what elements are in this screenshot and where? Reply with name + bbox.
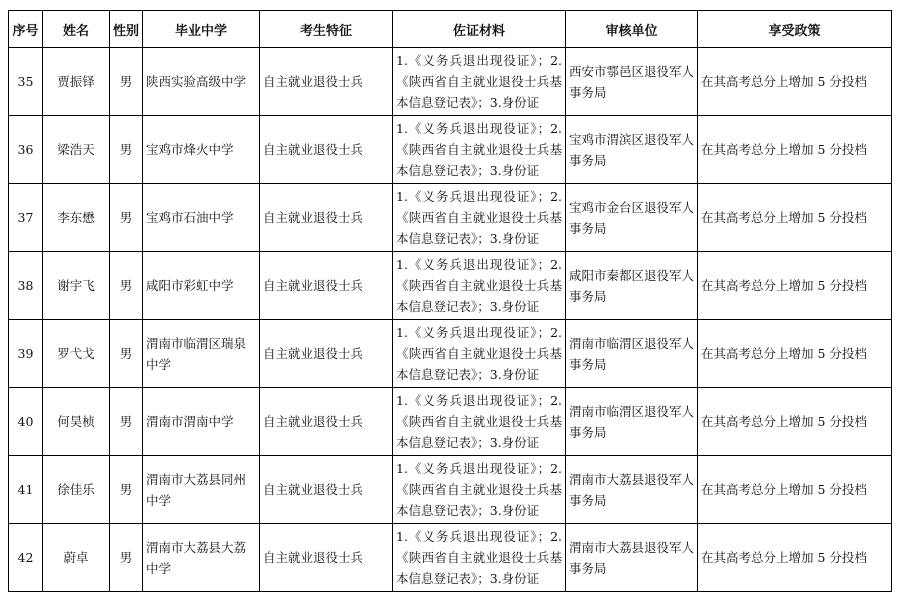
cell-gender: 男 xyxy=(110,48,143,116)
cell-materials: 1.《义务兵退出现役证》；2.《陕西省自主就业退役士兵基本信息登记表》；3.身份证 xyxy=(393,116,566,184)
cell-policy: 在其高考总分上增加 5 分投档 xyxy=(698,320,892,388)
cell-policy: 在其高考总分上增加 5 分投档 xyxy=(698,524,892,592)
table-row xyxy=(9,252,892,320)
cell-materials: 1.《义务兵退出现役证》；2.《陕西省自主就业退役士兵基本信息登记表》；3.身份证 xyxy=(393,184,566,252)
cell-name: 贾振铎 xyxy=(43,48,110,116)
cell-school: 宝鸡市石油中学 xyxy=(143,184,260,252)
header-materials: 佐证材料 xyxy=(393,11,566,48)
cell-feature: 自主就业退役士兵 xyxy=(260,524,393,592)
cell-unit: 渭南市大荔县退役军人事务局 xyxy=(566,524,698,592)
cell-name: 蔚卓 xyxy=(43,524,110,592)
table-row xyxy=(9,388,892,456)
cell-unit: 渭南市临渭区退役军人事务局 xyxy=(566,320,698,388)
table-row xyxy=(9,116,892,184)
cell-gender: 男 xyxy=(110,456,143,524)
cell-materials: 1.《义务兵退出现役证》；2.《陕西省自主就业退役士兵基本信息登记表》；3.身份证 xyxy=(393,388,566,456)
cell-gender: 男 xyxy=(110,320,143,388)
cell-feature: 自主就业退役士兵 xyxy=(260,388,393,456)
cell-no: 40 xyxy=(9,388,43,456)
cell-school: 宝鸡市烽火中学 xyxy=(143,116,260,184)
table-row xyxy=(9,456,892,524)
header-feature: 考生特征 xyxy=(260,11,393,48)
cell-feature: 自主就业退役士兵 xyxy=(260,456,393,524)
header-unit: 审核单位 xyxy=(566,11,698,48)
cell-no: 37 xyxy=(9,184,43,252)
cell-materials: 1.《义务兵退出现役证》；2.《陕西省自主就业退役士兵基本信息登记表》；3.身份证 xyxy=(393,48,566,116)
cell-feature: 自主就业退役士兵 xyxy=(260,48,393,116)
cell-school: 渭南市大荔县大荔中学 xyxy=(143,524,260,592)
cell-policy: 在其高考总分上增加 5 分投档 xyxy=(698,116,892,184)
cell-unit: 渭南市大荔县退役军人事务局 xyxy=(566,456,698,524)
cell-name: 何昊桢 xyxy=(43,388,110,456)
cell-unit: 咸阳市秦都区退役军人事务局 xyxy=(566,252,698,320)
cell-name: 谢宇飞 xyxy=(43,252,110,320)
cell-policy: 在其高考总分上增加 5 分投档 xyxy=(698,184,892,252)
table-row xyxy=(9,48,892,116)
cell-school: 陕西实验高级中学 xyxy=(143,48,260,116)
cell-feature: 自主就业退役士兵 xyxy=(260,116,393,184)
cell-gender: 男 xyxy=(110,388,143,456)
cell-materials: 1.《义务兵退出现役证》；2.《陕西省自主就业退役士兵基本信息登记表》；3.身份证 xyxy=(393,456,566,524)
cell-no: 35 xyxy=(9,48,43,116)
cell-school: 渭南市渭南中学 xyxy=(143,388,260,456)
cell-gender: 男 xyxy=(110,116,143,184)
cell-policy: 在其高考总分上增加 5 分投档 xyxy=(698,388,892,456)
cell-gender: 男 xyxy=(110,252,143,320)
cell-policy: 在其高考总分上增加 5 分投档 xyxy=(698,456,892,524)
cell-gender: 男 xyxy=(110,184,143,252)
policy-table xyxy=(8,10,892,592)
cell-name: 罗弋戈 xyxy=(43,320,110,388)
cell-school: 咸阳市彩虹中学 xyxy=(143,252,260,320)
header-gender: 性别 xyxy=(110,11,143,48)
table-row xyxy=(9,320,892,388)
cell-unit: 宝鸡市金台区退役军人事务局 xyxy=(566,184,698,252)
cell-no: 36 xyxy=(9,116,43,184)
cell-no: 38 xyxy=(9,252,43,320)
cell-gender: 男 xyxy=(110,524,143,592)
cell-unit: 宝鸡市渭滨区退役军人事务局 xyxy=(566,116,698,184)
cell-materials: 1.《义务兵退出现役证》；2.《陕西省自主就业退役士兵基本信息登记表》；3.身份证 xyxy=(393,524,566,592)
cell-materials: 1.《义务兵退出现役证》；2.《陕西省自主就业退役士兵基本信息登记表》；3.身份证 xyxy=(393,252,566,320)
cell-unit: 渭南市临渭区退役军人事务局 xyxy=(566,388,698,456)
cell-feature: 自主就业退役士兵 xyxy=(260,252,393,320)
cell-school: 渭南市大荔县同州中学 xyxy=(143,456,260,524)
cell-no: 41 xyxy=(9,456,43,524)
header-policy: 享受政策 xyxy=(698,11,892,48)
cell-name: 梁浩天 xyxy=(43,116,110,184)
cell-materials: 1.《义务兵退出现役证》；2.《陕西省自主就业退役士兵基本信息登记表》；3.身份证 xyxy=(393,320,566,388)
header-school: 毕业中学 xyxy=(143,11,260,48)
cell-feature: 自主就业退役士兵 xyxy=(260,184,393,252)
header-row xyxy=(9,11,892,48)
cell-unit: 西安市鄠邑区退役军人事务局 xyxy=(566,48,698,116)
header-no: 序号 xyxy=(9,11,43,48)
table-row xyxy=(9,184,892,252)
cell-name: 徐佳乐 xyxy=(43,456,110,524)
cell-name: 李东懋 xyxy=(43,184,110,252)
cell-no: 42 xyxy=(9,524,43,592)
cell-school: 渭南市临渭区瑞泉中学 xyxy=(143,320,260,388)
cell-no: 39 xyxy=(9,320,43,388)
cell-feature: 自主就业退役士兵 xyxy=(260,320,393,388)
cell-policy: 在其高考总分上增加 5 分投档 xyxy=(698,48,892,116)
cell-policy: 在其高考总分上增加 5 分投档 xyxy=(698,252,892,320)
table-row xyxy=(9,524,892,592)
header-name: 姓名 xyxy=(43,11,110,48)
